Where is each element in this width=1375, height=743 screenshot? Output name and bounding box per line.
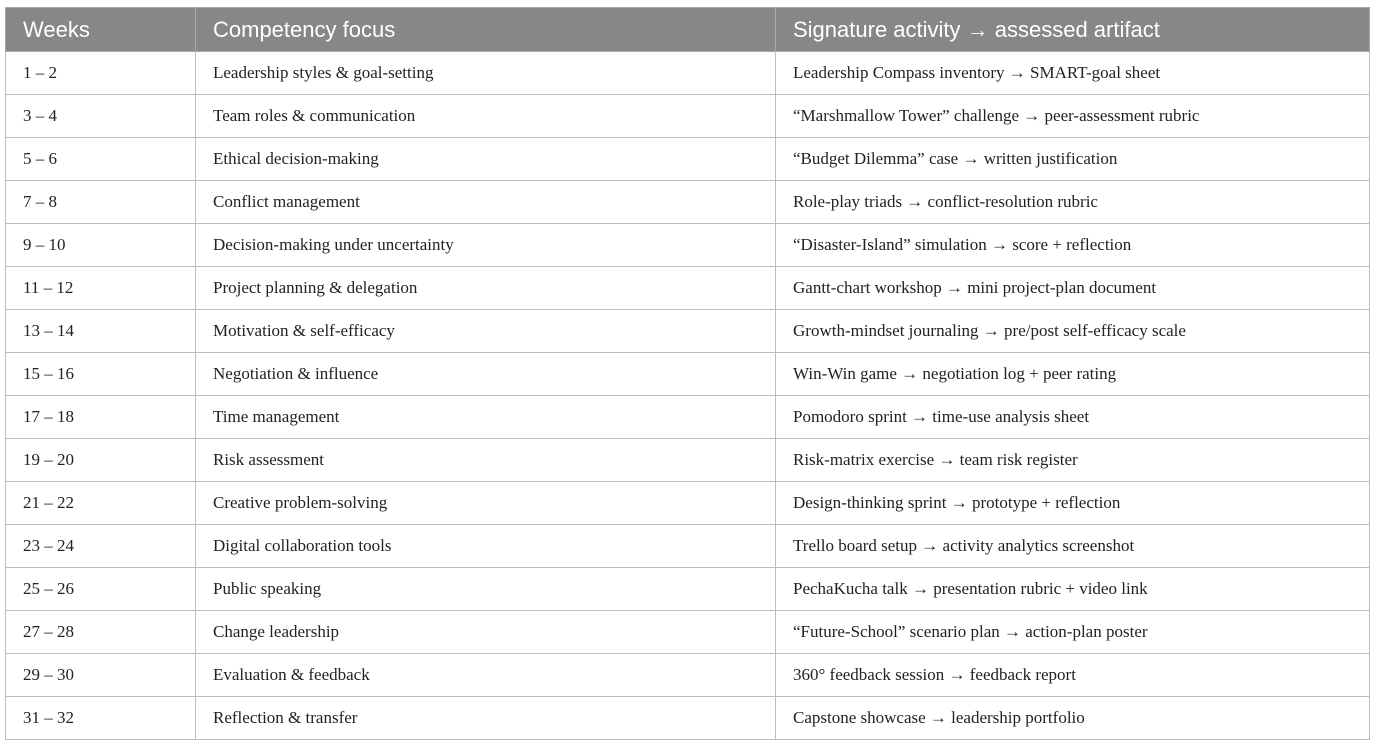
cell-competency-focus: Motivation & self-efficacy [196,310,776,353]
cell-signature-activity: Role-play triads → conflict-resolution rubric [776,181,1370,224]
table-row [6,267,1370,310]
table-row [6,482,1370,525]
cell-weeks: 29 – 30 [6,654,196,697]
cell-competency-focus: Project planning & delegation [196,267,776,310]
table-row [6,611,1370,654]
cell-weeks: 11 – 12 [6,267,196,310]
table-row [6,138,1370,181]
cell-competency-focus: Ethical decision-making [196,138,776,181]
cell-weeks: 1 – 2 [6,52,196,95]
cell-weeks: 13 – 14 [6,310,196,353]
cell-signature-activity: Risk-matrix exercise → team risk register [776,439,1370,482]
table-row [6,310,1370,353]
cell-signature-activity: Trello board setup → activity analytics screenshot [776,525,1370,568]
cell-weeks: 7 – 8 [6,181,196,224]
table-row [6,353,1370,396]
cell-competency-focus: Change leadership [196,611,776,654]
table-header [6,8,1370,52]
table-row [6,95,1370,138]
cell-weeks: 15 – 16 [6,353,196,396]
header-row [6,8,1370,52]
header-weeks: Weeks [6,8,196,52]
cell-competency-focus: Team roles & communication [196,95,776,138]
cell-weeks: 21 – 22 [6,482,196,525]
cell-signature-activity: Pomodoro sprint → time-use analysis sheet [776,396,1370,439]
cell-signature-activity: Design-thinking sprint → prototype + reflection [776,482,1370,525]
cell-weeks: 25 – 26 [6,568,196,611]
cell-competency-focus: Negotiation & influence [196,353,776,396]
table-row [6,525,1370,568]
cell-competency-focus: Reflection & transfer [196,697,776,740]
cell-competency-focus: Leadership styles & goal-setting [196,52,776,95]
table-row [6,224,1370,267]
table-body [6,52,1370,740]
table-row [6,697,1370,740]
table-row [6,568,1370,611]
cell-weeks: 27 – 28 [6,611,196,654]
cell-weeks: 3 – 4 [6,95,196,138]
cell-signature-activity: PechaKucha talk → presentation rubric + video link [776,568,1370,611]
cell-signature-activity: “Marshmallow Tower” challenge → peer-assessment rubric [776,95,1370,138]
cell-weeks: 9 – 10 [6,224,196,267]
cell-competency-focus: Time management [196,396,776,439]
cell-signature-activity: Capstone showcase → leadership portfolio [776,697,1370,740]
header-signature-activity: Signature activity → assessed artifact [776,8,1370,52]
cell-signature-activity: Gantt-chart workshop → mini project-plan document [776,267,1370,310]
cell-signature-activity: 360° feedback session → feedback report [776,654,1370,697]
cell-competency-focus: Public speaking [196,568,776,611]
cell-competency-focus: Creative problem-solving [196,482,776,525]
cell-weeks: 17 – 18 [6,396,196,439]
cell-signature-activity: Win-Win game → negotiation log + peer rating [776,353,1370,396]
table-row [6,439,1370,482]
table-row [6,396,1370,439]
cell-weeks: 23 – 24 [6,525,196,568]
cell-signature-activity: “Future-School” scenario plan → action-plan poster [776,611,1370,654]
table-row [6,181,1370,224]
curriculum-table [5,7,1370,740]
cell-competency-focus: Digital collaboration tools [196,525,776,568]
cell-weeks: 31 – 32 [6,697,196,740]
cell-competency-focus: Risk assessment [196,439,776,482]
cell-signature-activity: “Budget Dilemma” case → written justification [776,138,1370,181]
header-competency-focus: Competency focus [196,8,776,52]
cell-competency-focus: Evaluation & feedback [196,654,776,697]
cell-signature-activity: Growth-mindset journaling → pre/post self-efficacy scale [776,310,1370,353]
cell-competency-focus: Conflict management [196,181,776,224]
cell-signature-activity: Leadership Compass inventory → SMART-goal sheet [776,52,1370,95]
cell-weeks: 19 – 20 [6,439,196,482]
cell-signature-activity: “Disaster-Island” simulation → score + reflection [776,224,1370,267]
cell-weeks: 5 – 6 [6,138,196,181]
cell-competency-focus: Decision-making under uncertainty [196,224,776,267]
table-row [6,654,1370,697]
table-row [6,52,1370,95]
